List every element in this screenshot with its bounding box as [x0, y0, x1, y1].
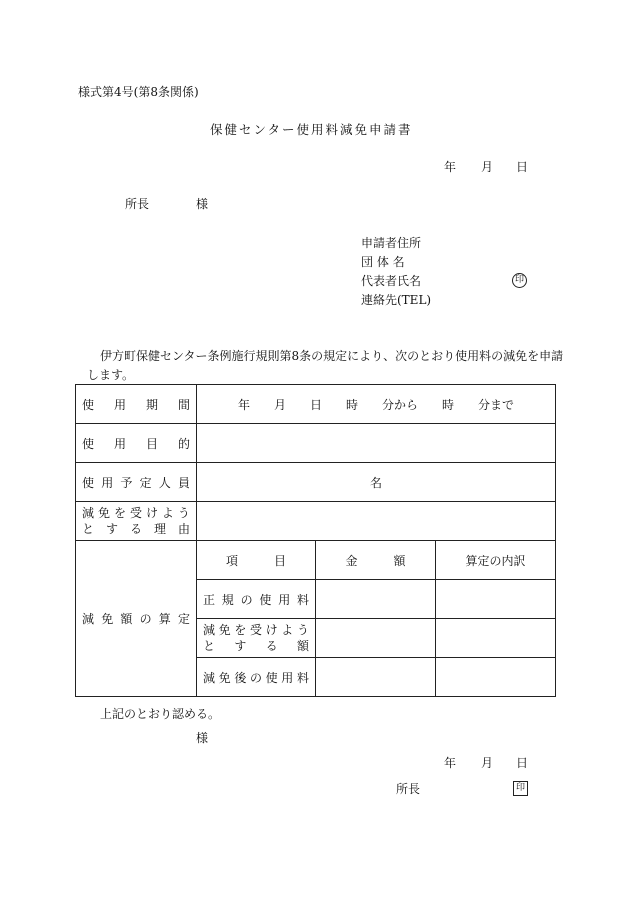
date-month: 月: [481, 160, 494, 174]
after-fee-label: 減 免 後 の 使 用 料: [203, 670, 309, 685]
addressee-honorific: 様: [196, 197, 209, 211]
period-value: 年 月 日 時 分から 時 分まで: [237, 397, 514, 412]
people-unit: 名: [369, 475, 382, 490]
form-number: 様式第4号(第8条関係): [78, 85, 199, 99]
header-item-cell: [197, 541, 316, 580]
people-value-cell[interactable]: [197, 463, 556, 502]
applicant-address-label: 申請者住所: [361, 236, 422, 250]
addressee-title: 所長: [125, 197, 150, 211]
purpose-label: 使 用 目 的: [82, 436, 190, 451]
approval-signer: 所長: [396, 782, 421, 796]
period-row: [76, 385, 556, 424]
exempt-amount-label-line2: と す る 額: [203, 639, 309, 653]
reason-label-line2: と す る 理 由: [82, 522, 190, 536]
calc-label-cell: [76, 541, 197, 697]
application-table: [75, 384, 556, 697]
period-value-cell[interactable]: [197, 385, 556, 424]
header-item: 項 目: [225, 553, 286, 568]
reason-row: [76, 502, 556, 541]
date-year: 年: [444, 160, 457, 174]
reason-value-cell[interactable]: [197, 502, 556, 541]
approval-text: 上記のとおり認める。: [100, 707, 221, 721]
regular-fee-label-cell: [197, 580, 316, 619]
people-label: 使 用 予 定 人 員: [82, 475, 190, 490]
period-label-cell: [76, 385, 197, 424]
purpose-value-cell[interactable]: [197, 424, 556, 463]
after-fee-amount-cell[interactable]: [316, 658, 436, 697]
date-day: 日: [516, 160, 529, 174]
approval-date-month: 月: [481, 756, 494, 770]
applicant-group-label: 団 体 名: [361, 255, 405, 269]
header-breakdown: 算定の内訳: [465, 553, 526, 568]
approval-seal-mark: 印: [513, 781, 528, 796]
header-breakdown-cell: [436, 541, 556, 580]
seal-mark: 印: [512, 273, 527, 288]
header-amount: 金 額: [345, 553, 406, 568]
regular-fee-breakdown-cell[interactable]: [436, 580, 556, 619]
exempt-amount-label-cell: [197, 619, 316, 658]
body-text-line1: 伊方町保健センター条例施行規則第8条の規定により、次のとおり使用料の減免を申請: [100, 349, 564, 363]
form-title: 保健センター使用料減免申請書: [210, 122, 413, 137]
calc-label: 減 免 額 の 算 定: [82, 612, 190, 626]
regular-fee-amount-cell[interactable]: [316, 580, 436, 619]
calc-header-row: [76, 541, 556, 580]
purpose-label-cell: [76, 424, 197, 463]
applicant-contact-label: 連絡先(TEL): [361, 293, 432, 307]
period-label: 使 用 期 間: [82, 397, 190, 412]
people-label-cell: [76, 463, 197, 502]
approval-date-day: 日: [516, 756, 529, 770]
reason-label-line1: 減 免 を 受 け よ う: [82, 506, 190, 520]
after-fee-label-cell: [197, 658, 316, 697]
exempt-amount-amount-cell[interactable]: [316, 619, 436, 658]
approval-honorific: 様: [196, 731, 209, 745]
purpose-row: [76, 424, 556, 463]
header-amount-cell: [316, 541, 436, 580]
regular-fee-label: 正 規 の 使 用 料: [203, 592, 309, 607]
exempt-amount-label-line1: 減 免 を 受 け よ う: [203, 623, 309, 637]
applicant-rep-label: 代表者氏名: [361, 274, 422, 288]
body-text-line2: します。: [87, 368, 135, 382]
reason-label-cell: [76, 502, 197, 541]
after-fee-breakdown-cell[interactable]: [436, 658, 556, 697]
exempt-amount-breakdown-cell[interactable]: [436, 619, 556, 658]
people-row: [76, 463, 556, 502]
approval-date-year: 年: [444, 756, 457, 770]
